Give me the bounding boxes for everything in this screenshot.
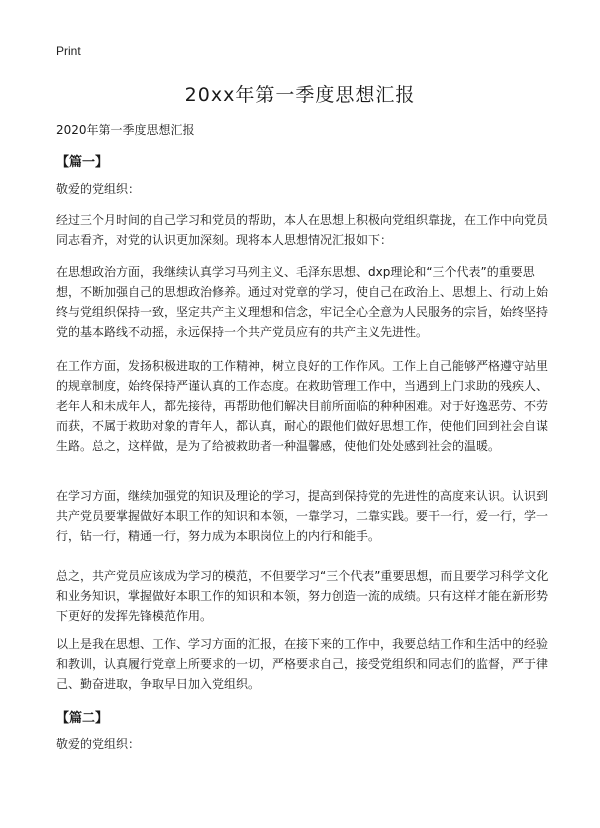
salutation-2: 敬爱的党组织： — [56, 737, 141, 751]
paragraph-summary: 总之，共产党员应该成为学习的模范，不但要学习“三个代表”重要思想，而且要学习科学文化和业务知识，掌握做好本职工作的知识和本领，努力创造一流的成绩。只有这样才能在新形势下更好的发挥先锋模范作用。 — [56, 569, 549, 623]
paragraph-political: 在思想政治方面，我继续认真学习马列主义、毛泽东思想、dxp理论和“三个代表”的重要思想，不断加强自己的思想政治修养。通过对党章的学习，使自己在政治上、思想上、行动上始终与党组织保持一致，坚定共产主义理想和信念，牢记全心全意为人民服务的宗旨，始终坚持党的基本路线不动摇，永远保持一个共产党员应有的共产主义先进性。 — [56, 265, 549, 339]
paragraph-intro: 经过三个月时间的自己学习和党员的帮助，本人在思想上积极向党组织靠拢，在工作中向党员同志看齐，对党的认识更加深刻。现将本人思想情况汇报如下： — [56, 213, 549, 247]
print-link[interactable]: Print — [56, 44, 81, 58]
section-heading-2: 【篇二】 — [56, 711, 109, 726]
paragraph-study: 在学习方面，继续加强党的知识及理论的学习，提高到保持党的先进性的高度来认识。认识到共产党员要掌握做好本职工作的知识和本领，一靠学习，二靠实践。要干一行，爱一行，学一行，钻一行，精通一行，努力成为本职岗位上的内行和能手。 — [56, 489, 549, 543]
paragraph-work: 在工作方面，发扬积极进取的工作精神，树立良好的工作作风。工作上自己能够严格遵守站里的规章制度，始终保持严谨认真的工作态度。在救助管理工作中，当遇到上门求助的残疾人、老年人和未成年人，都先接待，再帮助他们解决目前所面临的种种困难。对于好逸恶劳、不劳而获，不属于救助对象的青年人，都认真，耐心的跟他们做好思想工作，使他们回到社会自谋生路。总之，这样做，是为了给被救助者一种温馨感，使他们处处感到社会的温暖。 — [56, 359, 549, 453]
paragraph-closing: 以上是我在思想、工作、学习方面的汇报，在接下来的工作中，我要总结工作和生活中的经验和教训，认真履行党章上所要求的一切，严格要求自己，接受党组织和同志们的监督，严于律己、勤奋进取，争取早日加入党组织。 — [56, 637, 549, 691]
document-subtitle: 2020年第一季度思想汇报 — [56, 123, 195, 137]
page-title: 20xx年第一季度思想汇报 — [184, 84, 416, 106]
section-heading-1: 【篇一】 — [56, 155, 109, 170]
salutation-1: 敬爱的党组织： — [56, 182, 141, 196]
